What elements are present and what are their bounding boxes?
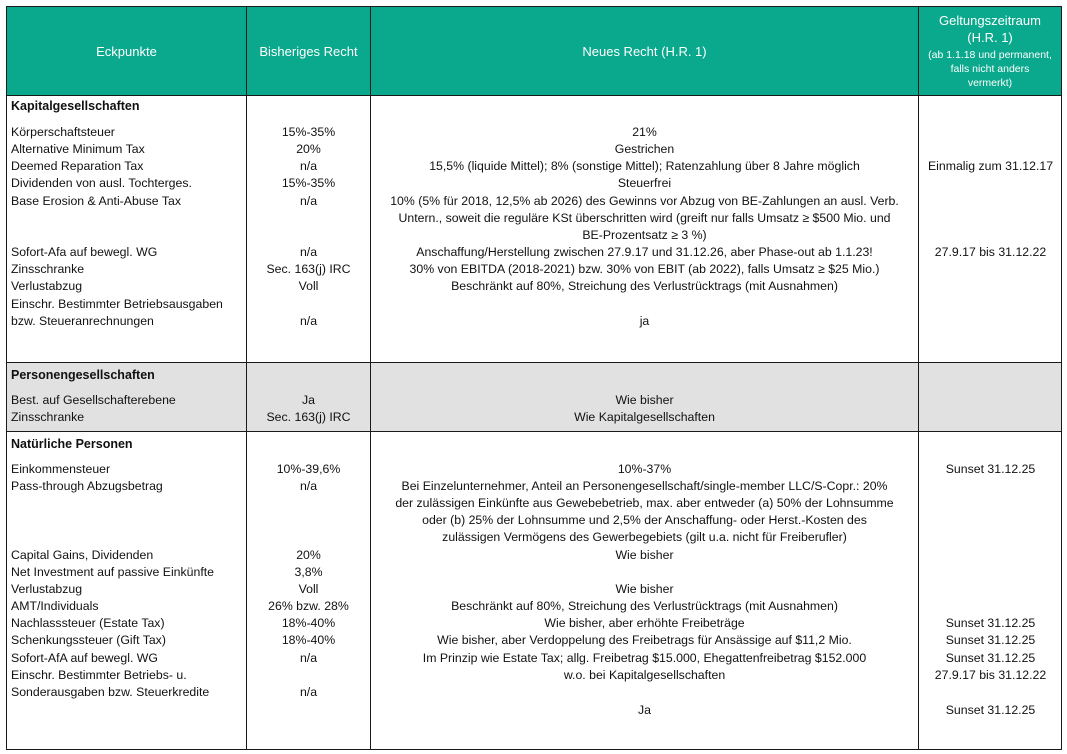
row-new-value: zulässigen Vermögens des Gewerbegebiets (gilt u.a. nicht für Freiberufler): [442, 530, 847, 544]
row-period: 27.9.17 bis 31.12.22: [934, 668, 1047, 682]
row-label: Alternative Minimum Tax: [11, 142, 145, 156]
row-new-value: 10% (5% für 2018, 12,5% ab 2026) des Gewinns vor Abzug von BE-Zahlungen an ausl. Verb.: [390, 194, 899, 208]
row-new-value: oder (b) 25% der Lohnsumme und 2,5% der Anschaffung- oder Herst.-Kosten des: [422, 513, 867, 527]
header-geltungszeitraum: [919, 6, 1062, 95]
row-label: Verlustabzug: [11, 582, 83, 596]
row-old-value: 18%-40%: [281, 616, 336, 630]
row-old-value: Voll: [298, 582, 319, 596]
row-new-value: Bei Einzelunternehmer, Anteil an Personengesellschaft/single-member LLC/S-Copr.: 20%: [401, 479, 888, 493]
row-label: Dividenden von ausl. Tochterges.: [11, 176, 192, 190]
row-new-value: Wie bisher, aber Verdoppelung des Freibetrags für Ansässige auf $11,2 Mio.: [437, 633, 852, 647]
row-new-value: 15,5% (liquide Mittel); 8% (sonstige Mittel); Ratenzahlung über 8 Jahre möglich: [429, 159, 860, 173]
row-old-value: n/a: [299, 479, 318, 493]
row-label: Nachlasssteuer (Estate Tax): [11, 616, 165, 630]
row-new-value: Steuerfrei: [617, 176, 672, 190]
row-new-value: Wie Kapitalgesellschaften: [574, 410, 715, 424]
row-label: Sonderausgaben bzw. Steuerkredite: [11, 685, 210, 699]
row-label: Sofort-AfA auf bewegl. WG: [11, 651, 158, 665]
row-label: Körperschaftsteuer: [11, 125, 115, 139]
row-old-value: 15%-35%: [281, 176, 336, 190]
header-note: (ab 1.1.18 und permanent, falls nicht anders vermerkt): [928, 49, 1052, 89]
row-new-value: Wie bisher: [615, 548, 674, 562]
row-label: Pass-through Abzugsbetrag: [11, 479, 163, 493]
row-label: Sofort-Afa auf bewegl. WG: [11, 245, 158, 259]
row-label: bzw. Steueranrechnungen: [11, 314, 154, 328]
row-new-value: 10%-37%: [617, 462, 672, 476]
row-label: Zinsschranke: [11, 410, 85, 424]
row-old-value: 20%: [296, 142, 321, 156]
row-period: 27.9.17 bis 31.12.22: [934, 245, 1047, 259]
row-new-value: Im Prinzip wie Estate Tax; allg. Freibetrag $15.000, Ehegattenfreibetrag $152.000: [422, 651, 867, 665]
section-title-personengesellschaften: Personengesellschaften: [11, 368, 155, 382]
row-label: Capital Gains, Dividenden: [11, 548, 154, 562]
row-old-value: n/a: [299, 685, 318, 699]
row-old-value: 3,8%: [294, 565, 323, 579]
header-neues-recht: [371, 6, 919, 95]
row-old-value: n/a: [299, 245, 318, 259]
row-period: Sunset 31.12.25: [945, 462, 1036, 476]
row-period: Sunset 31.12.25: [945, 616, 1036, 630]
row-label: Verlustabzug: [11, 279, 83, 293]
row-old-value: n/a: [299, 651, 318, 665]
row-old-value: 15%-35%: [281, 125, 336, 139]
row-old-value: Voll: [298, 279, 319, 293]
row-label: Deemed Reparation Tax: [11, 159, 144, 173]
row-new-value: Gestrichen: [614, 142, 675, 156]
row-old-value: Sec. 163(j) IRC: [266, 262, 351, 276]
row-label: Einschr. Bestimmter Betriebs- u.: [11, 668, 187, 682]
row-new-value: 21%: [632, 125, 657, 139]
divider: [6, 431, 1062, 432]
row-new-value: Wie bisher, aber erhöhte Freibeträge: [544, 616, 745, 630]
row-old-value: n/a: [299, 314, 318, 328]
row-label: Base Erosion & Anti-Abuse Tax: [11, 194, 181, 208]
row-new-value: Beschränkt auf 80%, Streichung des Verlustrücktrags (mit Ausnahmen): [451, 599, 838, 613]
row-label: Net Investment auf passive Einkünfte: [11, 565, 215, 579]
row-new-value: Wie bisher: [615, 582, 674, 596]
divider: [6, 749, 1062, 750]
header-label: Bisheriges Recht: [259, 43, 358, 59]
row-new-value: der zulässigen Einkünfte aus Gewebebetrieb, max. aber entweder (a) 50% der Lohnsumme: [395, 496, 894, 510]
row-old-value: 20%: [296, 548, 321, 562]
row-old-value: 26% bzw. 28%: [268, 599, 349, 613]
row-new-value: Ja: [638, 703, 651, 717]
row-period: Sunset 31.12.25: [945, 651, 1036, 665]
header-eckpunkte: [6, 6, 247, 95]
row-old-value: 10%-39,6%: [276, 462, 341, 476]
row-new-value: Untern., soweit die reguläre KSt überschritten wird (greift nur falls Umsatz ≥ $500 Mio. und: [398, 211, 891, 225]
row-old-value: Ja: [302, 393, 315, 407]
header-label: Geltungszeitraum (H.R. 1): [939, 13, 1041, 45]
row-new-value: Anschaffung/Herstellung zwischen 27.9.17 und 31.12.26, aber Phase-out ab 1.1.23!: [416, 245, 873, 259]
section-title-natuerliche-personen: Natürliche Personen: [11, 437, 133, 451]
row-period: Einmalig zum 31.12.17: [927, 159, 1054, 173]
row-old-value: n/a: [299, 194, 318, 208]
row-new-value: Beschränkt auf 80%, Streichung des Verlustrücktrags (mit Ausnahmen): [451, 279, 838, 293]
row-new-value: w.o. bei Kapitalgesellschaften: [563, 668, 726, 682]
header-bisheriges-recht: [247, 6, 371, 95]
row-new-value: ja: [639, 314, 650, 328]
row-label: Einschr. Bestimmter Betriebsausgaben: [11, 297, 223, 311]
row-label: Schenkungssteuer (Gift Tax): [11, 633, 166, 647]
divider: [6, 95, 7, 750]
header-label: Eckpunkte: [96, 43, 157, 59]
section-title-kapitalgesellschaften: Kapitalgesellschaften: [11, 99, 140, 113]
row-new-value: Wie bisher: [615, 393, 674, 407]
row-new-value: BE-Prozentsatz ≥ 3 %): [582, 228, 707, 242]
row-old-value: n/a: [299, 159, 318, 173]
row-label: AMT/Individuals: [11, 599, 99, 613]
divider: [6, 362, 1062, 363]
row-new-value: 30% von EBITDA (2018-2021) bzw. 30% von EBIT (ab 2022), falls Umsatz ≥ $25 Mio.): [409, 262, 880, 276]
row-old-value: Sec. 163(j) IRC: [266, 410, 351, 424]
row-period: Sunset 31.12.25: [945, 703, 1036, 717]
row-old-value: 18%-40%: [281, 633, 336, 647]
divider: [6, 95, 1062, 96]
row-label: Best. auf Gesellschafterebene: [11, 393, 176, 407]
row-label: Zinsschranke: [11, 262, 85, 276]
row-period: Sunset 31.12.25: [945, 633, 1036, 647]
row-label: Einkommensteuer: [11, 462, 111, 476]
header-label: Neues Recht (H.R. 1): [582, 43, 707, 59]
